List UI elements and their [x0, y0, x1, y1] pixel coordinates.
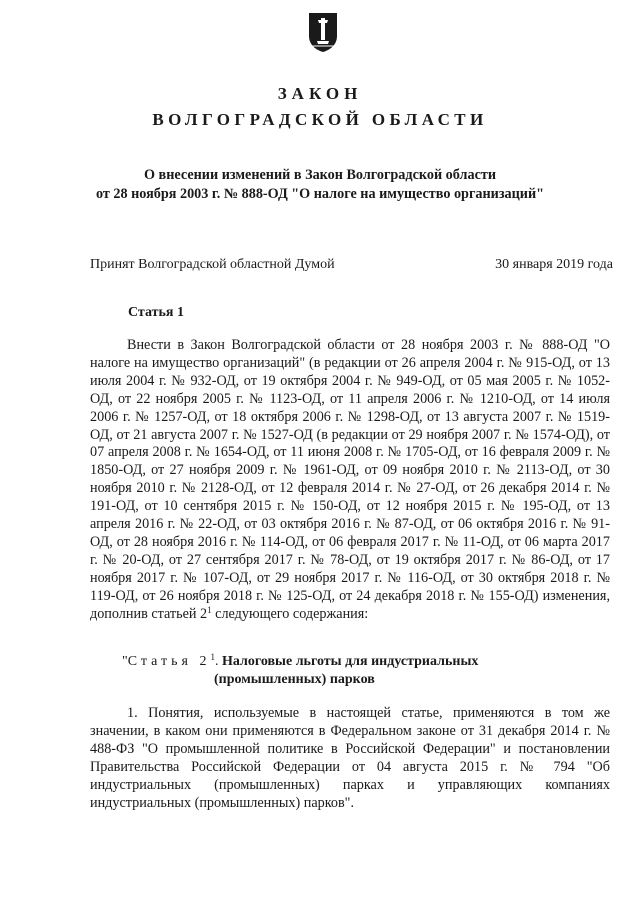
article-1-main-text: Внести в Закон Волгоградской области от 28 ноября 2003 г. № 888-ОД "О налоге на имущество организаций" (в редакции от 26 апреля 2004 г. № 915-ОД, от 13 июля 2004 г. № 932-ОД, от 19 октября 2004 г. № 949-ОД, от 05 мая 2005 г. № 1052-ОД, от 22 ноября 2005 г. № 1123-ОД, от 11 апреля 2006 г. № 1210-ОД, от 14 июля 2006 г. № 1257-ОД, от 18 октября 2006 г. № 1298-ОД, от 13 августа 2007 г. № 1519-ОД, от 21 августа 2007 г. № 1527-ОД (в редакции от 29 ноября 2007 г. № 1574-ОД), от 07 апреля 2008 г. № 1654-ОД, от 11 июня 2008 г. № 1705-ОД, от 16 февраля 2009 г. № 1850-ОД, от 27 ноября 2009 г. № 1961-ОД, от 09 ноября 2010 г. № 2113-ОД, от 30 ноября 2010 г. № 2128-ОД, от 12 февраля 2014 г. № 27-ОД, от 26 декабря 2014 г. № 191-ОД, от 10 сентября 2015 г. № 150-ОД, от 12 ноября 2015 г. № 195-ОД, от 13 апреля 2016 г. № 22-ОД, от 03 октября 2016 г. № 87-ОД, от 06 октября 2016 г. № 91-ОД, от 28 ноября 2016 г. № 114-ОД, от 06 февраля 2017 г. № 11-ОД, от 06 марта 2017 г. № 20-ОД, от 27 сентября 2017 г. № 78-ОД, от 19 октября 2017 г. № 86-ОД, от 17 ноября 2017 г. № 107-ОД, от 29 ноября 2017 г. № 116-ОД, от 30 октября 2018 г. № 119-ОД, от 26 ноября 2018 г. № 125-ОД, от 24 декабря 2018 г. № 155-ОД) изменения, дополнив статьей 2	[90, 337, 610, 622]
article-1-text	[90, 337, 610, 624]
region-title: ВОЛГОГРАДСКОЙ ОБЛАСТИ	[152, 110, 488, 129]
adoption-line	[90, 256, 613, 274]
adoption-date: 30 января 2019 года	[495, 257, 613, 272]
article-2-title-line-1: Налоговые льготы для индустриальных	[221, 654, 479, 669]
article-2-heading	[122, 653, 478, 671]
article-2-label-superscript: 1	[210, 652, 215, 662]
article-1-superscript: 1	[207, 604, 212, 615]
subtitle-line-2: от 28 ноября 2003 г. № 888-ОД "О налоге на имущество организаций"	[95, 186, 545, 202]
article-2-label-dot: .	[214, 654, 219, 669]
adopted-by: Принят Волгоградской областной Думой	[90, 257, 335, 272]
coat-of-arms-icon	[306, 10, 340, 54]
subtitle-line-1: О внесении изменений в Закон Волгоградской области	[143, 167, 497, 183]
law-title: ЗАКОН	[277, 84, 363, 103]
article-2-title-line-2: (промышленных) парков	[214, 672, 375, 687]
article-1-text-end: следующего содержания:	[211, 605, 369, 622]
article-2-open-quote: "	[122, 654, 128, 669]
law-subtitle	[0, 166, 640, 204]
article-2-label: Статья 2	[127, 654, 211, 669]
article-2-paragraph-1: 1. Понятия, используемые в настоящей статье, применяются в том же значении, в каком они применяются в Федеральном законе от 31 декабря 2014 г. № 488-ФЗ "О промышленной политике в Российской Федерации" и постановлении Правительства Российской Федерации от 04 августа 2015 г. № 794 "Об индустриальных (промышленных) парках и управляющих компаниях индустриальных (промышленных) парков".	[90, 705, 610, 811]
article-1-heading: Статья 1	[128, 305, 184, 320]
